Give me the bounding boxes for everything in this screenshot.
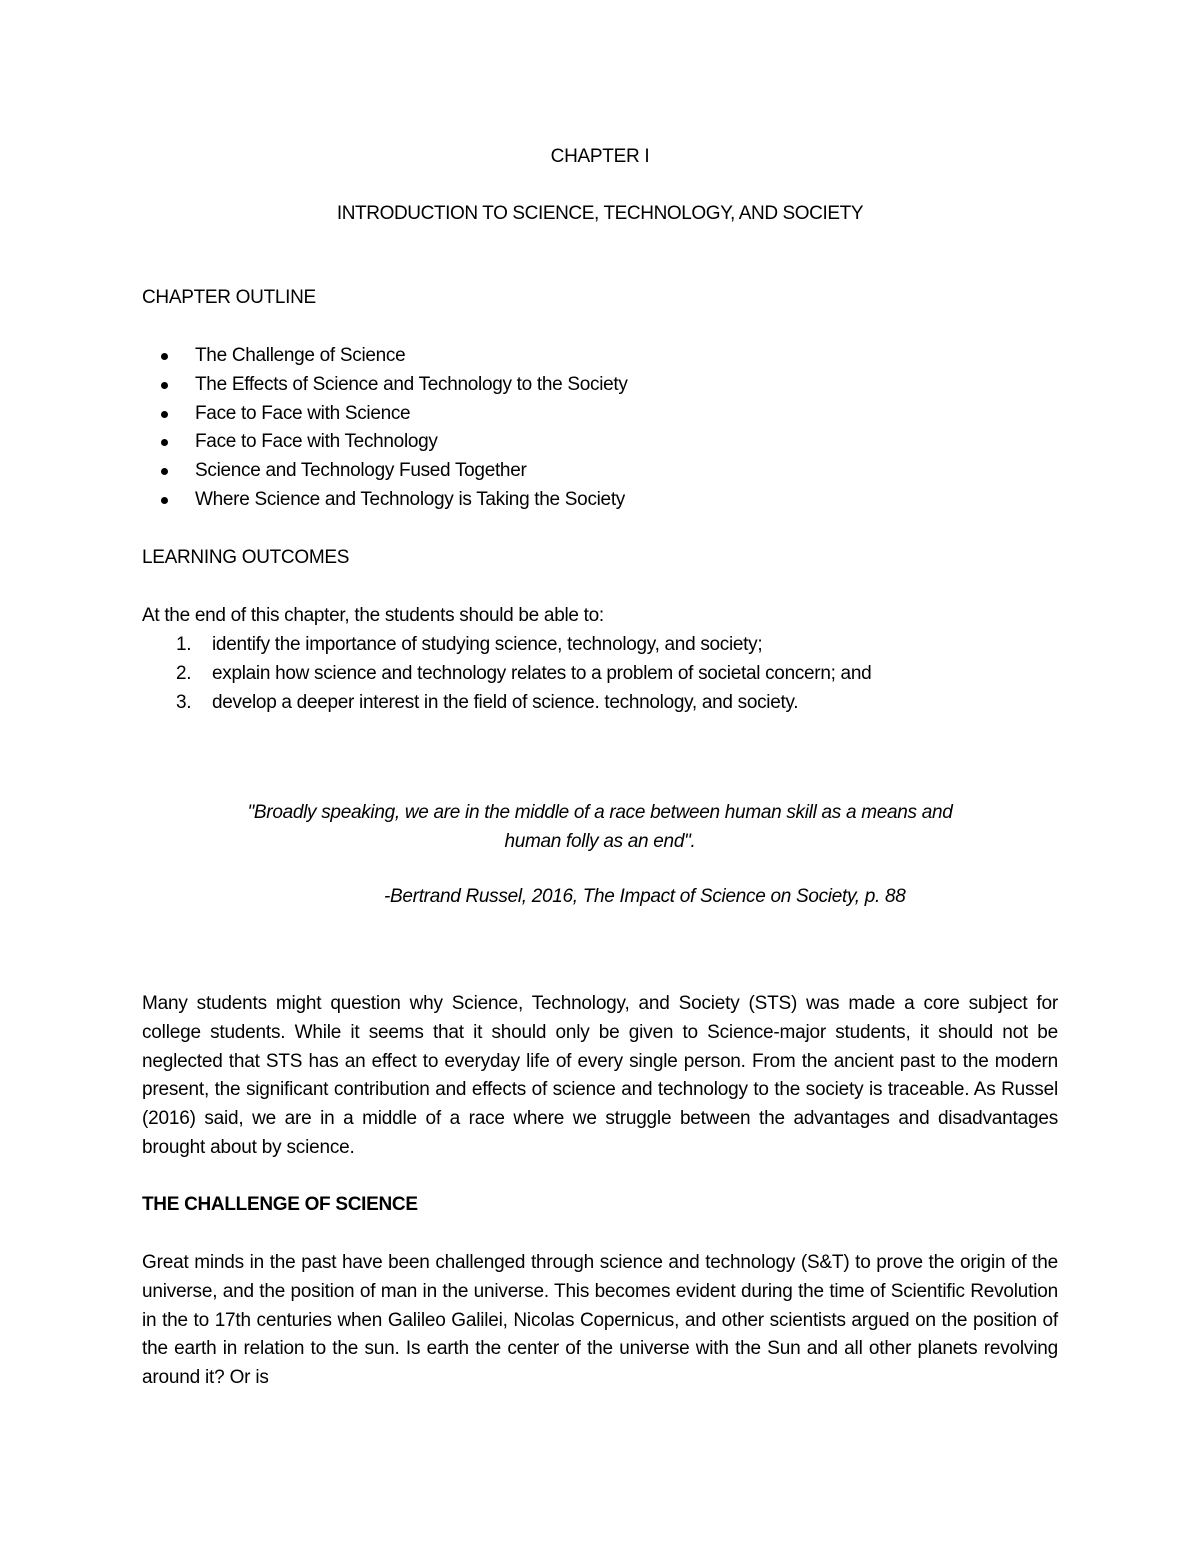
outline-item-text: Face to Face with Technology <box>195 431 438 453</box>
outcome-number: 3. <box>176 692 192 713</box>
outline-item <box>142 342 628 371</box>
outcome-number: 2. <box>176 663 192 684</box>
outcome-text: explain how science and technology relates to a problem of societal concern; and <box>212 663 872 684</box>
outline-item <box>142 486 628 515</box>
outline-item <box>142 400 628 429</box>
epigraph-quote <box>170 798 1030 856</box>
bullet-icon <box>161 382 168 389</box>
outline-item-text: The Effects of Science and Technology to the Society <box>195 373 628 395</box>
bullet-icon <box>161 497 168 504</box>
outcome-number: 1. <box>176 634 192 655</box>
outcome-item <box>142 688 871 717</box>
outline-item-text: The Challenge of Science <box>195 345 406 366</box>
bullet-icon <box>161 411 168 418</box>
bullet-icon <box>161 353 168 360</box>
chapter-outline-list <box>142 342 628 515</box>
section-heading-challenge: THE CHALLENGE OF SCIENCE <box>142 1194 418 1215</box>
outcome-text: identify the importance of studying science, technology, and society; <box>212 634 763 655</box>
outline-item <box>142 428 628 457</box>
outline-item <box>142 457 628 486</box>
outcome-text: develop a deeper interest in the field of science. technology, and society. <box>212 692 799 713</box>
outline-item <box>142 371 628 400</box>
outcome-item <box>142 630 871 659</box>
chapter-number: CHAPTER I <box>550 146 650 167</box>
intro-paragraph: Many students might question why Science, Technology, and Society (STS) was made a core subject for college students. While it seems that it should only be given to Science-major students, it should not be neglected that STS has an effect to everyday life of every single person. From the ancient past to the modern present, the significant contribution and effects of science and technology to the society is traceable. As Russel (2016) said, we are in a middle of a race where we struggle between the advantages and disadvantages brought about by science. <box>142 993 1058 1158</box>
chapter-title: INTRODUCTION TO SCIENCE, TECHNOLOGY, AND SOCIETY <box>336 203 864 224</box>
quote-line-1: "Broadly speaking, we are in the middle of a race between human skill as a means and <box>247 802 953 823</box>
outcomes-intro: At the end of this chapter, the students should be able to: <box>142 605 604 626</box>
bullet-icon <box>161 439 168 446</box>
chapter-outline-label: CHAPTER OUTLINE <box>142 287 316 308</box>
outcome-item <box>142 659 871 688</box>
bullet-icon <box>161 468 168 475</box>
learning-outcomes-list <box>142 630 871 717</box>
quote-line-2: human folly as an end". <box>504 831 696 852</box>
challenge-paragraph: Great minds in the past have been challenged through science and technology (S&T) to prove the origin of the universe, and the position of man in the universe. This becomes evident during the time of Scientific Revolution in the to 17th centuries when Galileo Galilei, Nicolas Copernicus, and other scientists argued on the position of the earth in relation to the sun. Is earth the center of the universe with the Sun and all other planets revolving around it? Or is <box>142 1252 1058 1389</box>
outline-item-text: Science and Technology Fused Together <box>195 460 527 482</box>
outline-item-text: Where Science and Technology is Taking the Society <box>195 488 626 510</box>
outline-item-text: Face to Face with Science <box>195 402 411 424</box>
quote-attribution: -Bertrand Russel, 2016, The Impact of Science on Society, p. 88 <box>384 886 906 907</box>
learning-outcomes-label: LEARNING OUTCOMES <box>142 547 350 568</box>
